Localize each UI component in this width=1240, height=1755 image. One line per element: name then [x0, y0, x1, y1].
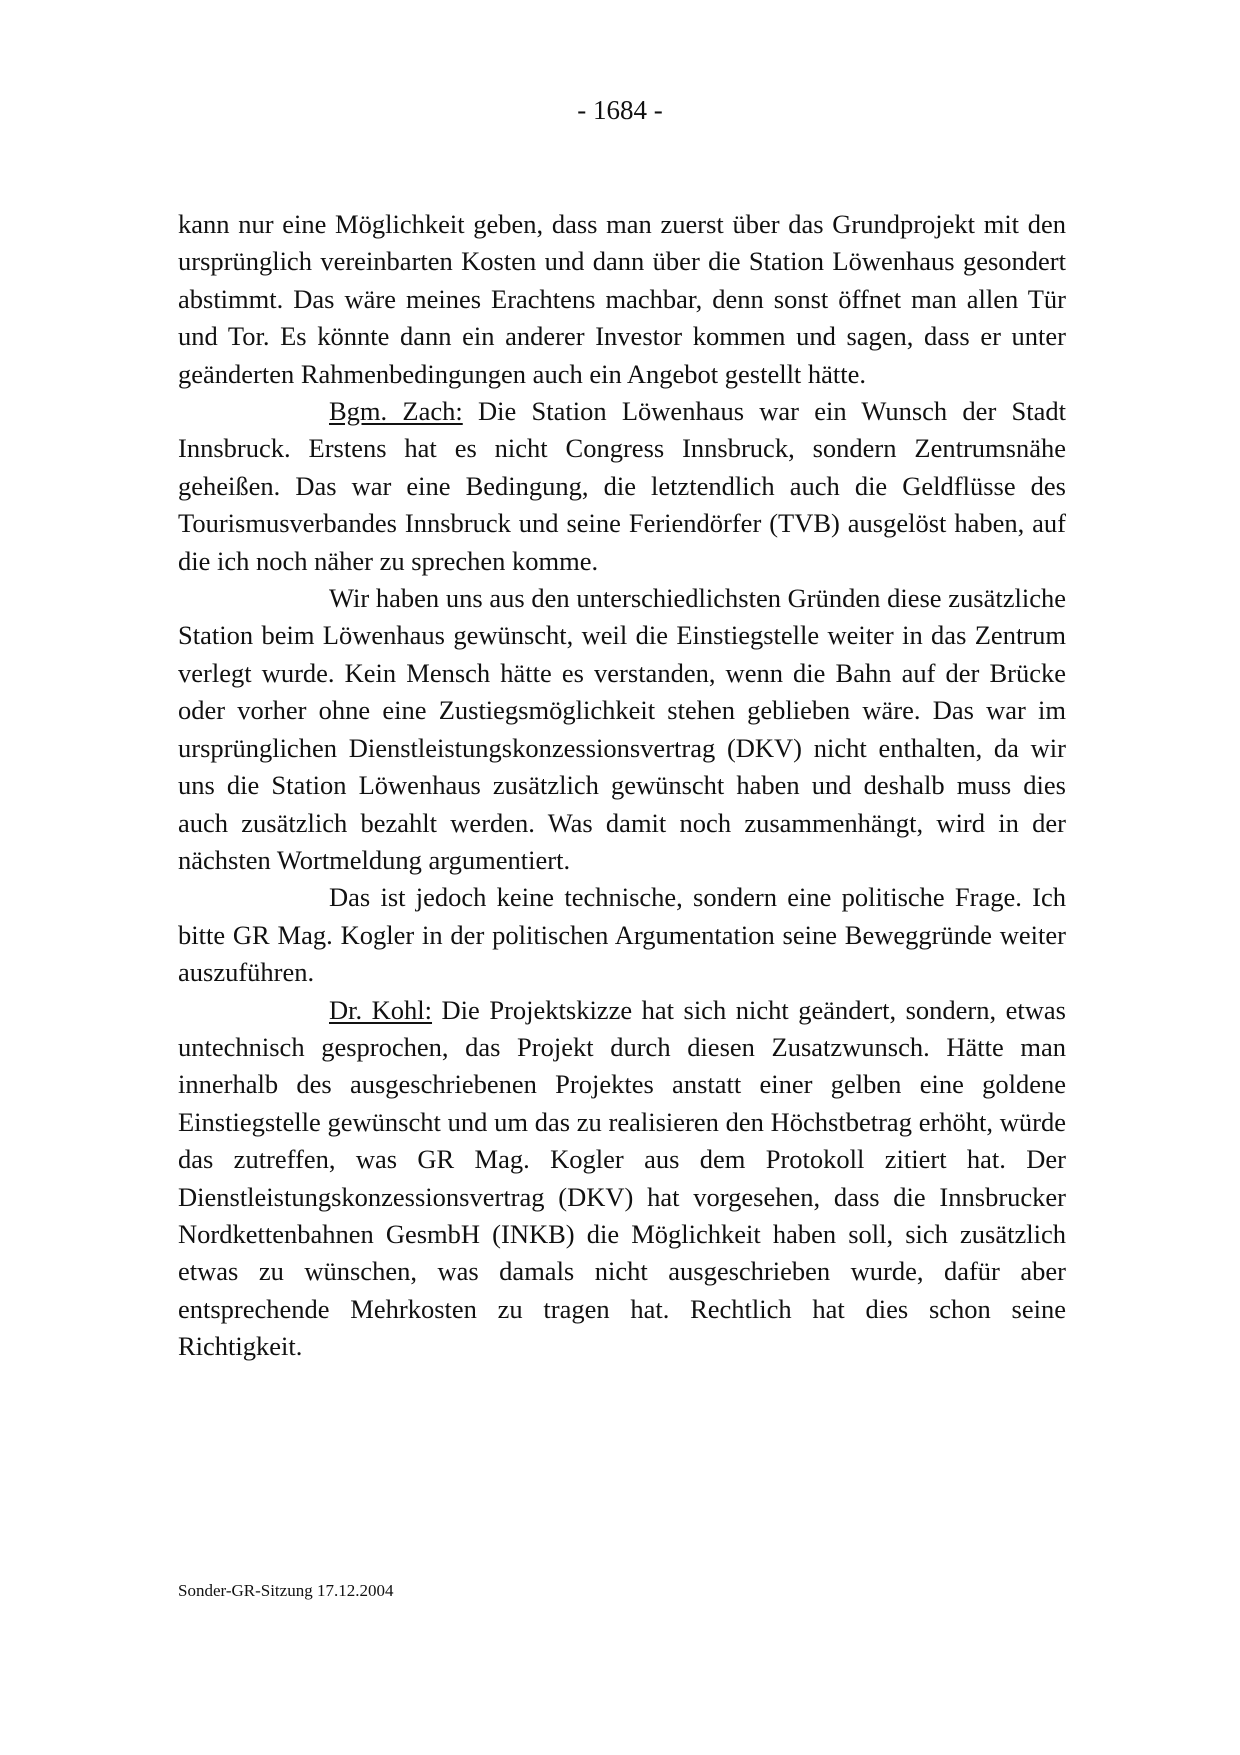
speaker-name: Bgm. Zach:	[329, 396, 463, 427]
paragraph-text: Wir haben uns aus den unterschiedlichsten Gründen diese zusätzliche Station beim Löwenhaus gewünscht, weil die Einstiegstelle weiter in das Zentrum verlegt wurde. Kein Mensch hätte es verstanden, wenn die Bahn auf der Brücke oder vorher ohne eine Zustiegsmöglichkeit stehen geblieben wäre. Das war im ursprünglichen Dienstleistungskonzessionsvertrag (DKV) nicht enthalten, da wir uns die Station Löwenhaus zusätzlich gewünscht haben und deshalb muss dies auch zusätzlich bezahlt werden. Was damit noch zusammenhängt, wird in der nächsten Wortmeldung argumentiert.	[178, 583, 1066, 875]
paragraph-3	[178, 580, 1066, 879]
paragraph-text: Die Station Löwenhaus war ein Wunsch der Stadt Innsbruck. Erstens hat es nicht Congress Innsbruck, sondern Zentrumsnähe geheißen. Das war eine Bedingung, die letztendlich auch die Geldflüsse des Tourismusverbandes Innsbruck und seine Feriendörfer (TVB) ausgelöst haben, auf die ich noch näher zu sprechen komme.	[178, 396, 1066, 576]
paragraph-4	[178, 879, 1066, 991]
paragraph-text: Die Projektskizze hat sich nicht geändert, sondern, etwas untechnisch gesprochen, das Projekt durch diesen Zusatzwunsch. Hätte man innerhalb des ausgeschriebenen Projektes anstatt einer gelben eine goldene Einstiegstelle gewünscht und um das zu realisieren den Höchstbetrag erhöht, würde das zutreffen, was GR Mag. Kogler aus dem Protokoll zitiert hat. Der Dienstleistungskonzessionsvertrag (DKV) hat vorgesehen, dass die Innsbrucker Nordkettenbahnen GesmbH (INKB) die Möglichkeit haben soll, sich zusätzlich etwas zu wünschen, was damals nicht ausgeschrieben wurde, dafür aber entsprechende Mehrkosten zu tragen hat. Rechtlich hat dies schon seine Richtigkeit.	[178, 994, 1066, 1362]
paragraph-1	[178, 206, 1066, 393]
page-number: - 1684 -	[577, 95, 663, 125]
speaker-name: Dr. Kohl:	[329, 994, 433, 1025]
paragraph-text: Das ist jedoch keine technische, sondern eine politische Frage. Ich bitte GR Mag. Kogler in der politischen Argumentation seine Beweggründe weiter auszuführen.	[178, 882, 1066, 988]
paragraph-5	[178, 992, 1066, 1366]
paragraph-2	[178, 393, 1066, 580]
footer-session-date: Sonder-GR-Sitzung 17.12.2004	[178, 1581, 394, 1600]
paragraph-text: kann nur eine Möglichkeit geben, dass man zuerst über das Grundprojekt mit den ursprünglich vereinbarten Kosten und dann über die Station Löwenhaus gesondert abstimmt. Das wäre meines Erachtens machbar, denn sonst öffnet man allen Tür und Tor. Es könnte dann ein anderer Investor kommen und sagen, dass er unter geänderten Rahmenbedingungen auch ein Angebot gestellt hätte.	[178, 209, 1066, 389]
document-body	[178, 206, 1066, 1366]
